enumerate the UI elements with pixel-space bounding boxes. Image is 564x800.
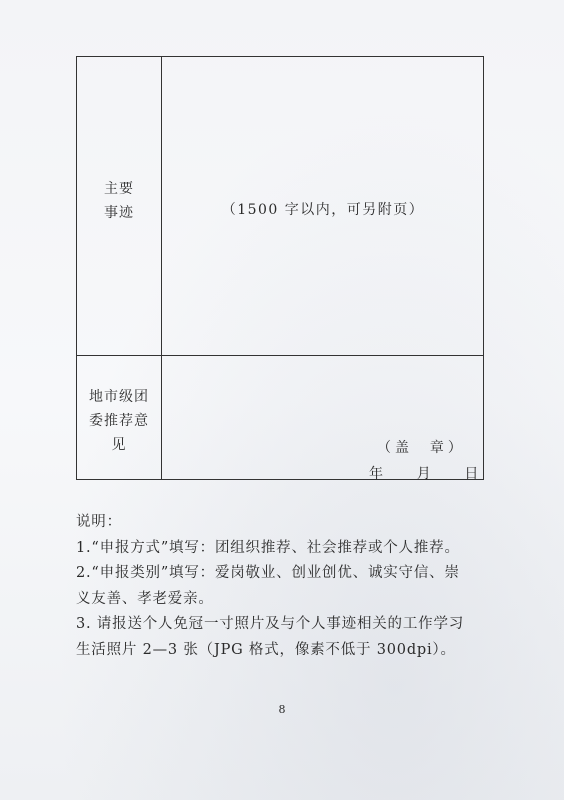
main-deeds-label-line1: 主要 (104, 181, 134, 197)
instruction-item-1: 1.“申报方式”填写：团组织推荐、社会推荐或个人推荐。 (76, 539, 460, 556)
instruction-item-2-line2: 义友善、孝老爱亲。 (76, 590, 214, 607)
instructions-heading: 说明： (76, 514, 122, 530)
date-placeholder: 年 月 日 (369, 466, 480, 482)
instruction-item-3-line1: 3. 请报送个人免冠一寸照片及与个人事迹相关的工作学习 (76, 616, 465, 632)
seal-placeholder: （盖 章） (377, 440, 466, 456)
opinion-label-line2: 委推荐意 (89, 413, 149, 429)
instructions-section (76, 510, 496, 663)
main-deeds-instruction: （1500 字以内，可另附页） (221, 202, 425, 218)
main-deeds-label-line2: 事迹 (104, 205, 134, 221)
main-deeds-label (77, 177, 161, 225)
instruction-item-2-line1: 2.“申报类别”填写：爱岗敬业、创业创优、诚实守信、崇 (76, 565, 460, 581)
opinion-label-line3: 见 (111, 437, 127, 453)
table-row-divider (77, 355, 483, 356)
instruction-item-3-line2: 生活照片 2—3 张（JPG 格式，像素不低于 300dpi）。 (76, 641, 456, 658)
recommendation-opinion-label (77, 385, 161, 457)
opinion-label-line1: 地市级团 (89, 389, 149, 405)
application-form-table (76, 56, 484, 480)
table-column-divider (161, 57, 162, 479)
page-number: 8 (278, 703, 286, 716)
